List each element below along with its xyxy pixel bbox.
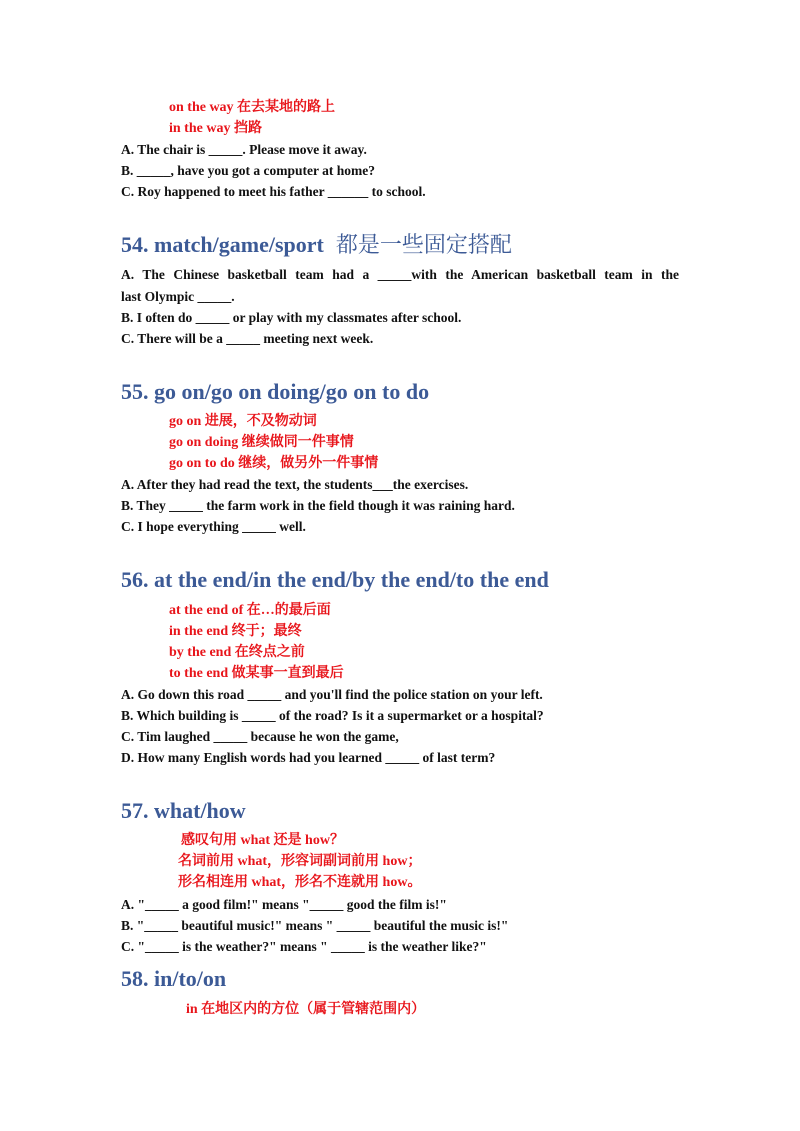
note-in-the-way: in the way 挡路 — [169, 121, 262, 136]
exercise-line: A. The Chinese basketball team had a _____with the American basketball team in the — [121, 267, 679, 282]
note-line: go on 进展，不及物动词 — [169, 414, 317, 429]
exercise-line: C. There will be a _____ meeting next week. — [121, 331, 374, 346]
note-line: 形名相连用 what，形名不连就用 how。 — [178, 875, 422, 890]
exercise-line: C. "_____ is the weather?" means " _____ is the weather like?" — [121, 939, 487, 954]
note-line: by the end 在终点之前 — [169, 645, 305, 660]
note-line: go on doing 继续做同一件事情 — [169, 435, 354, 450]
section-heading-56: 56. at the end/in the end/by the end/to the end — [121, 567, 549, 592]
section-heading-58: 58. in/to/on — [121, 966, 227, 991]
note-line: 感叹句用 what 还是 how？ — [181, 833, 344, 848]
heading-chinese: 都是一些固定搭配 — [335, 232, 512, 257]
exercise-line: D. How many English words had you learned _____ of last term? — [121, 750, 496, 765]
exercise-line: B. "_____ beautiful music!" means " _____ beautiful the music is!" — [121, 918, 509, 933]
section-heading-55: 55. go on/go on doing/go on to do — [121, 379, 430, 404]
exercise-line: C. Roy happened to meet his father ______ to school. — [121, 184, 426, 199]
note-line: at the end of 在…的最后面 — [169, 603, 331, 618]
exercise-line: A. Go down this road _____ and you'll find the police station on your left. — [121, 687, 543, 702]
exercise-line: B. I often do _____ or play with my classmates after school. — [121, 310, 462, 325]
note-line: in the end 终于；最终 — [169, 624, 302, 639]
exercise-line: A. "_____ a good film!" means "_____ good the film is!" — [121, 897, 447, 912]
exercise-line: last Olympic _____. — [121, 289, 235, 304]
note-line: to the end 做某事一直到最后 — [169, 666, 344, 681]
note-line: in 在地区内的方位（属于管辖范围内） — [186, 1002, 426, 1017]
note-line: 名词前用 what，形容词副词前用 how； — [178, 854, 422, 869]
exercise-line: A. The chair is _____. Please move it away. — [121, 142, 367, 157]
section-heading-57: 57. what/how — [121, 798, 246, 823]
exercise-line: B. _____, have you got a computer at home? — [121, 163, 375, 178]
section-heading-54 — [121, 234, 512, 256]
exercise-line: C. I hope everything _____ well. — [121, 519, 306, 534]
exercise-line: C. Tim laughed _____ because he won the game, — [121, 729, 399, 744]
exercise-line: B. They _____ the farm work in the field though it was raining hard. — [121, 498, 515, 513]
exercise-line: A. After they had read the text, the students___the exercises. — [121, 477, 469, 492]
exercise-line: B. Which building is _____ of the road? Is it a supermarket or a hospital? — [121, 708, 544, 723]
heading-text: 54. match/game/sport — [121, 232, 324, 257]
note-on-the-way: on the way 在去某地的路上 — [169, 100, 336, 115]
note-line: go on to do 继续，做另外一件事情 — [169, 456, 379, 471]
